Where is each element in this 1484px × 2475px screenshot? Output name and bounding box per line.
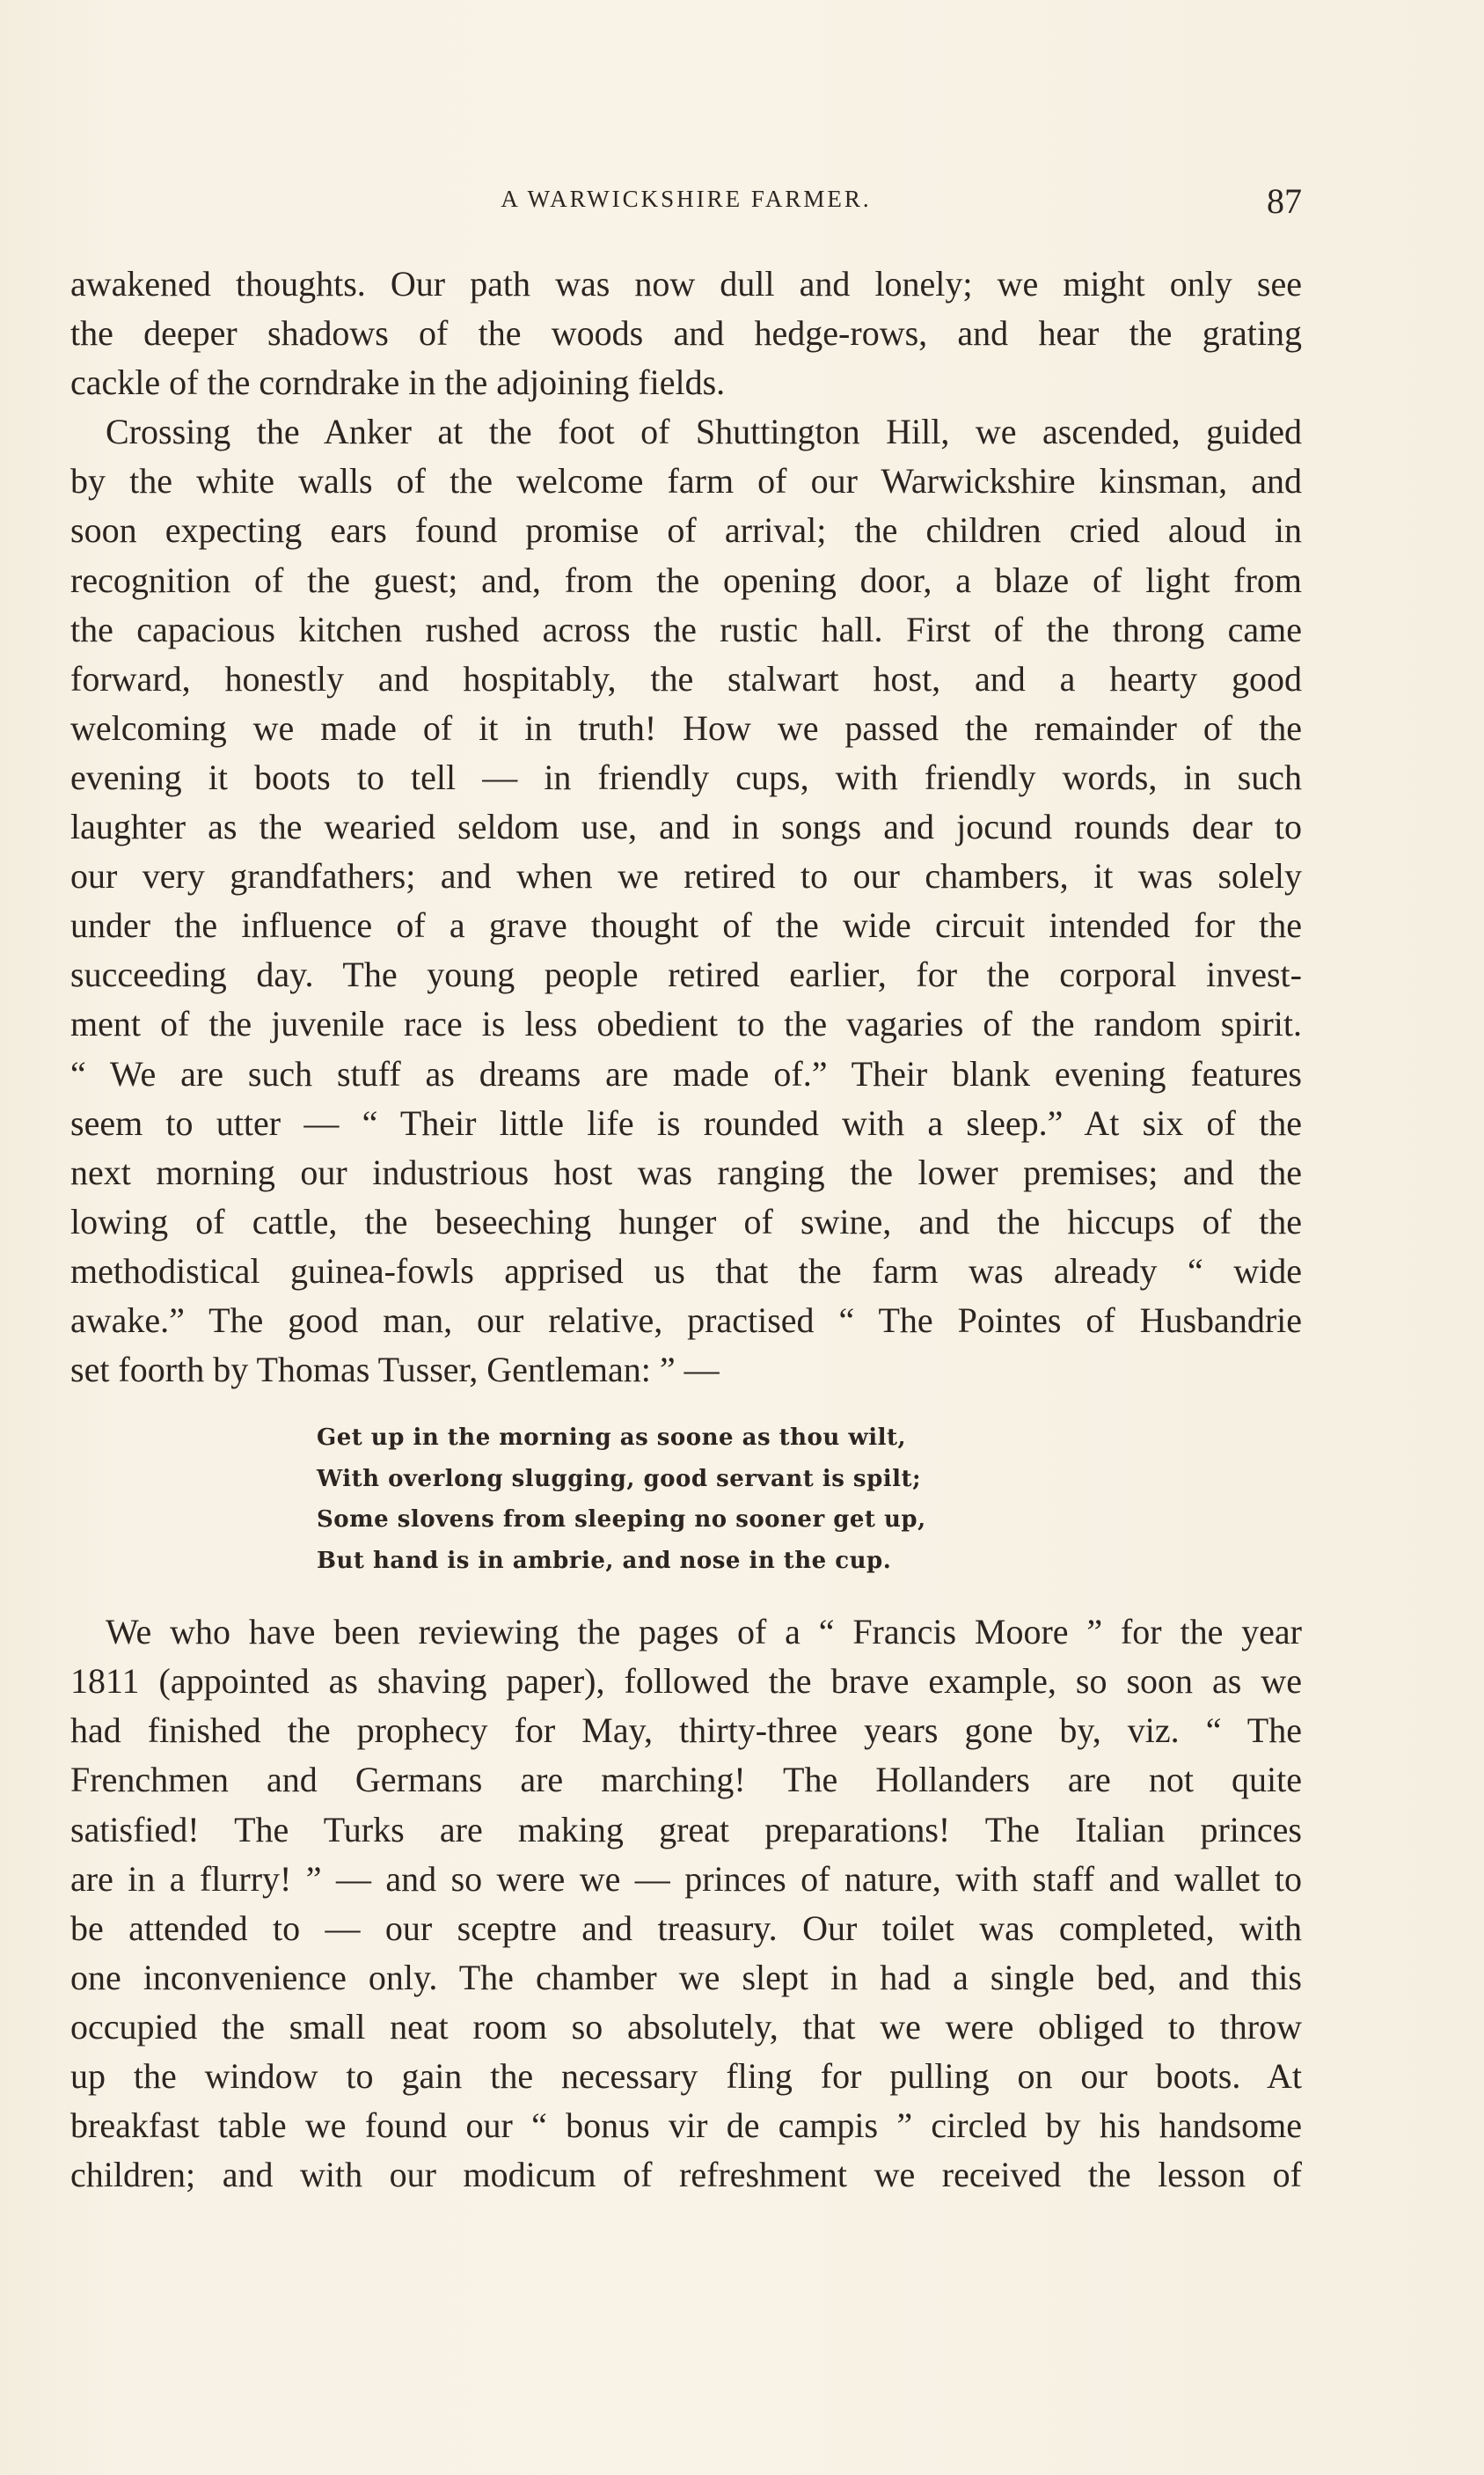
text-line: one inconvenience only. The chamber we slept in had a single bed, and this [70,1957,1302,1997]
text-line: had finished the prophecy for May, thirty-three years gone by, viz. “ The [70,1710,1302,1751]
text-line: set foorth by Thomas Tusser, Gentleman: ” — [70,1350,720,1390]
text-line: seem to utter — “ Their little life is rounded with a sleep.” At six of the [70,1102,1302,1143]
paragraph-2 [70,407,1302,1395]
page-header [70,180,1302,233]
text-line: Frenchmen and Germans are marching! The Hollanders are not quite [70,1760,1302,1800]
verse-line: With overlong slugging, good servant is spilt; [317,1465,922,1492]
text-line: up the window to gain the necessary fling for pulling on our boots. At [70,2056,1302,2096]
text-line: our very grandfathers; and when we retired to our chambers, it was solely [70,856,1302,897]
paragraph-1 [70,260,1302,407]
text-line: lowing of cattle, the beseeching hunger of swine, and the hiccups of the [70,1201,1302,1241]
text-line: succeeding day. The young people retired earlier, for the corporal invest- [70,955,1302,995]
text-line: laughter as the wearied seldom use, and in songs and jocund rounds dear to [70,807,1302,847]
verse-line: But hand is in ambrie, and nose in the cup. [317,1547,892,1574]
verse-line: Some slovens from sleeping no sooner get up, [317,1506,926,1534]
text-line: children; and with our modicum of refreshment we received the lesson of [70,2155,1302,2195]
text-line: are in a flurry! ” — and so were we — princes of nature, with staff and wallet to [70,1858,1302,1899]
text-line: by the white walls of the welcome farm of our Warwickshire kinsman, and [70,461,1302,502]
paragraph-3 [70,1607,1302,2200]
text-line: satisfied! The Turks are making great preparations! The Italian princes [70,1809,1302,1849]
text-line: welcoming we made of it in truth! How we passed the remainder of the [70,707,1302,748]
text-line: We who have been reviewing the pages of a “ Francis Moore ” for the year [106,1612,1302,1652]
text-line: the capacious kitchen rushed across the rustic hall. First of the throng came [70,609,1302,649]
text-line: forward, honestly and hospitably, the stalwart host, and a hearty good [70,658,1302,699]
text-line: be attended to — our sceptre and treasury. Our toilet was completed, with [70,1908,1302,1948]
text-line: 1811 (appointed as shaving paper), followed the brave example, so soon as we [70,1661,1302,1702]
text-line: breakfast table we found our “ bonus vir de campis ” circled by his handsome [70,2105,1302,2146]
text-line: evening it boots to tell — in friendly cups, with friendly words, in such [70,757,1302,797]
text-line: ment of the juvenile race is less obedient to the vagaries of the random spirit. [70,1004,1302,1044]
text-line: recognition of the guest; and, from the opening door, a blaze of light from [70,560,1302,600]
running-head: A WARWICKSHIRE FARMER. [501,186,872,212]
text-line: occupied the small neat room so absolutely, that we were obliged to throw [70,2006,1302,2047]
text-line: Crossing the Anker at the foot of Shuttington Hill, we ascended, guided [106,412,1302,452]
text-line: the deeper shadows of the woods and hedge-rows, and hear the grating [70,313,1302,354]
text-line: awake.” The good man, our relative, practised “ The Pointes of Husbandrie [70,1300,1302,1340]
text-line: next morning our industrious host was ranging the lower premises; and the [70,1152,1302,1192]
text-line: “ We are such stuff as dreams are made of.” Their blank evening features [70,1053,1302,1094]
text-line: cackle of the corndrake in the adjoining fields. [70,362,726,403]
verse-line: Get up in the morning as soone as thou wilt, [317,1424,907,1452]
text-line: awakened thoughts. Our path was now dull and lonely; we might only see [70,264,1302,304]
text-line: methodistical guinea-fowls apprised us that the farm was already “ wide [70,1250,1302,1291]
body-text [70,260,1302,2200]
text-line: soon expecting ears found promise of arrival; the children cried aloud in [70,510,1302,551]
verse-quotation [70,1417,1302,1581]
page-number: 87 [1267,181,1302,221]
text-line: under the influence of a grave thought of the wide circuit intended for the [70,905,1302,946]
